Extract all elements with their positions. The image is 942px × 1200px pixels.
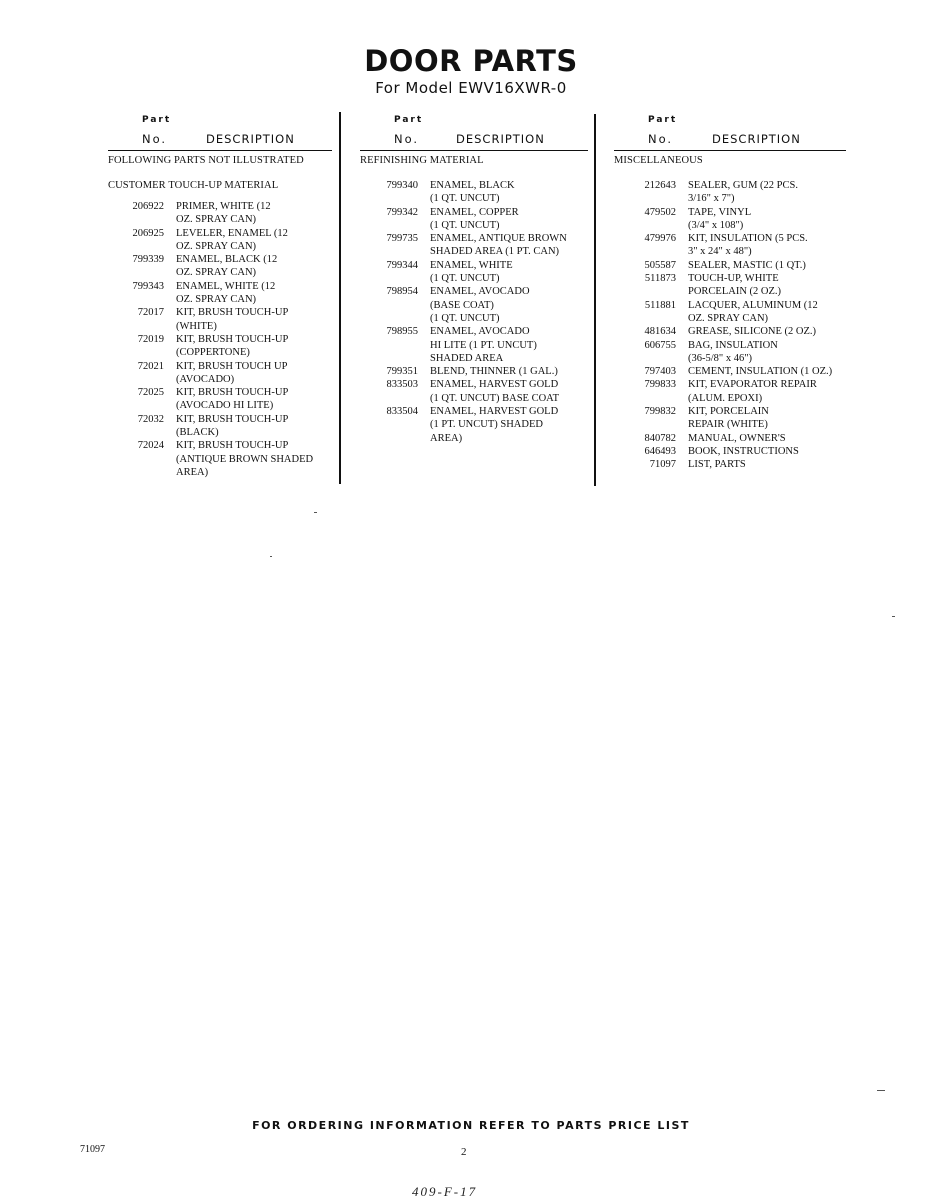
- model-subtitle: For Model EWV16XWR-0: [375, 79, 567, 97]
- part-description: [676, 458, 846, 471]
- column-header: [360, 112, 588, 151]
- part-row: [360, 325, 588, 365]
- description-line: ENAMEL, AVOCADO: [430, 286, 530, 298]
- description-line: ENAMEL, BLACK (12: [176, 254, 278, 266]
- column-header: [108, 112, 332, 151]
- part-number: 798955: [386, 326, 418, 338]
- part-row: [614, 378, 846, 405]
- page-number: 2: [461, 1146, 467, 1158]
- part-row: [360, 405, 588, 445]
- part-description: [164, 386, 332, 413]
- part-row: [360, 232, 588, 259]
- part-description: [418, 206, 588, 233]
- part-description: [418, 325, 588, 365]
- parts-list: [108, 200, 332, 479]
- part-label: Part: [648, 115, 678, 125]
- part-description: [676, 232, 846, 259]
- description-line: KIT, BRUSH TOUCH-UP: [176, 387, 289, 399]
- description-line: KIT, BRUSH TOUCH-UP: [176, 333, 289, 345]
- description-line: GREASE, SILICONE (2 OZ.): [688, 326, 817, 338]
- part-number: 606755: [644, 339, 676, 351]
- no-label: No.: [648, 132, 674, 146]
- ordering-note: FOR ORDERING INFORMATION REFER TO PARTS PRICE LIST: [252, 1119, 690, 1132]
- description-line: MANUAL, OWNER'S: [688, 432, 786, 444]
- column-divider: [594, 114, 596, 486]
- part-number: 511881: [644, 299, 676, 311]
- description-line: KIT, BRUSH TOUCH UP: [176, 360, 288, 372]
- description-line: SHADED AREA (1 PT. CAN): [430, 246, 560, 258]
- part-row: [108, 253, 332, 280]
- description-line: 3" x 24" x 48"): [688, 246, 752, 258]
- description-line: OZ. SPRAY CAN): [176, 240, 257, 252]
- part-description: [164, 280, 332, 307]
- description-line: AREA): [430, 432, 463, 444]
- scan-speck: [270, 556, 272, 557]
- part-number: 833503: [386, 379, 418, 391]
- description-line: OZ. SPRAY CAN): [176, 267, 257, 279]
- description-line: LEVELER, ENAMEL (12: [176, 227, 288, 239]
- description-line: KIT, INSULATION (5 PCS.: [688, 233, 808, 245]
- description-line: 3/16" x 7"): [688, 193, 735, 205]
- part-row: [108, 360, 332, 387]
- part-row: [614, 339, 846, 366]
- part-number: 799343: [132, 280, 164, 292]
- description-line: ENAMEL, AVOCADO: [430, 326, 530, 338]
- part-number: 799351: [386, 366, 418, 378]
- description-line: TAPE, VINYL: [688, 206, 752, 218]
- part-row: [614, 206, 846, 233]
- section-heading: MISCELLANEOUS: [614, 155, 703, 166]
- part-description: [164, 306, 332, 333]
- part-row: [108, 413, 332, 440]
- part-description: [676, 445, 846, 458]
- parts-column-2: [360, 112, 588, 445]
- description-line: ENAMEL, ANTIQUE BROWN: [430, 233, 567, 245]
- part-number: 511873: [644, 273, 676, 285]
- description-line: (AVOCADO): [176, 373, 235, 385]
- description-line: ENAMEL, HARVEST GOLD: [430, 379, 559, 391]
- description-line: (1 PT. UNCUT) SHADED: [430, 419, 543, 431]
- part-number: 833504: [386, 406, 418, 418]
- part-number: 799832: [644, 406, 676, 418]
- part-number: 72021: [137, 360, 164, 372]
- description-line: (COPPERTONE): [176, 347, 250, 359]
- part-description: [676, 272, 846, 299]
- description-line: (BASE COAT): [430, 299, 494, 311]
- description-line: KIT, PORCELAIN: [688, 406, 769, 418]
- description-line: (1 QT. UNCUT) BASE COAT: [430, 392, 560, 404]
- no-label: No.: [142, 132, 168, 146]
- part-number: 799344: [386, 259, 418, 271]
- description-line: KIT, BRUSH TOUCH-UP: [176, 413, 289, 425]
- description-line: (1 QT. UNCUT): [430, 312, 500, 324]
- parts-column-3: [614, 112, 846, 472]
- description-line: BOOK, INSTRUCTIONS: [688, 445, 799, 457]
- part-description: [164, 227, 332, 254]
- part-label: Part: [142, 115, 172, 125]
- part-description: [164, 200, 332, 227]
- description-line: (36-5/8" x 46"): [688, 352, 752, 364]
- part-description: [164, 253, 332, 280]
- description-line: (3/4" x 108"): [688, 219, 744, 231]
- description-line: (BLACK): [176, 427, 219, 439]
- description-label: DESCRIPTION: [206, 132, 295, 146]
- part-number: 206925: [132, 227, 164, 239]
- description-line: AREA): [176, 466, 209, 478]
- description-line: OZ. SPRAY CAN): [176, 214, 257, 226]
- part-number: 72025: [137, 387, 164, 399]
- part-description: [676, 365, 846, 378]
- part-row: [614, 365, 846, 378]
- handwritten-note: 409-F-17: [412, 1184, 478, 1199]
- part-description: [164, 360, 332, 387]
- part-row: [108, 227, 332, 254]
- description-line: REPAIR (WHITE): [688, 419, 768, 431]
- description-label: DESCRIPTION: [712, 132, 801, 146]
- part-row: [108, 439, 332, 479]
- part-number: 206922: [132, 201, 164, 212]
- part-row: [614, 179, 846, 206]
- part-description: [676, 339, 846, 366]
- description-line: ENAMEL, WHITE: [430, 259, 513, 271]
- part-row: [108, 386, 332, 413]
- part-description: [676, 206, 846, 233]
- description-line: (AVOCADO HI LITE): [176, 400, 274, 412]
- part-row: [614, 299, 846, 326]
- description-line: ENAMEL, COPPER: [430, 206, 519, 218]
- description-line: CEMENT, INSULATION (1 OZ.): [688, 366, 833, 378]
- part-row: [108, 200, 332, 227]
- description-line: KIT, BRUSH TOUCH-UP: [176, 307, 289, 319]
- part-row: [360, 365, 588, 378]
- section-heading: REFINISHING MATERIAL: [360, 155, 484, 166]
- part-description: [164, 333, 332, 360]
- description-label: DESCRIPTION: [456, 132, 545, 146]
- part-row: [360, 378, 588, 405]
- description-line: OZ. SPRAY CAN): [688, 312, 769, 324]
- part-description: [418, 405, 588, 445]
- part-number: 72024: [137, 440, 164, 452]
- scan-speck: [877, 1090, 885, 1091]
- part-number: 479502: [644, 206, 676, 218]
- scan-speck: [314, 512, 317, 513]
- part-description: [676, 378, 846, 405]
- description-line: LACQUER, ALUMINUM (12: [688, 299, 818, 311]
- description-line: PRIMER, WHITE (12: [176, 201, 271, 212]
- part-row: [614, 432, 846, 445]
- part-number: 646493: [644, 445, 676, 457]
- part-row: [614, 405, 846, 432]
- part-description: [676, 179, 846, 206]
- column-divider: [339, 112, 341, 484]
- part-row: [108, 306, 332, 333]
- subsection-heading: CUSTOMER TOUCH-UP MATERIAL: [108, 180, 279, 191]
- part-number: 72019: [137, 333, 164, 345]
- description-line: OZ. SPRAY CAN): [176, 294, 257, 306]
- part-number: 481634: [644, 326, 676, 338]
- scan-speck: [892, 616, 895, 617]
- part-description: [676, 432, 846, 445]
- part-description: [676, 259, 846, 272]
- description-line: (ANTIQUE BROWN SHADED: [176, 453, 314, 465]
- description-line: ENAMEL, WHITE (12: [176, 280, 276, 292]
- description-line: BAG, INSULATION: [688, 339, 778, 351]
- part-number: 799342: [386, 206, 418, 218]
- part-number: 212643: [644, 180, 676, 191]
- part-description: [418, 259, 588, 286]
- part-row: [614, 259, 846, 272]
- parts-list: [360, 179, 588, 445]
- part-description: [418, 378, 588, 405]
- document-code: 71097: [80, 1144, 105, 1155]
- part-row: [360, 179, 588, 206]
- description-line: SEALER, GUM (22 PCS.: [688, 180, 798, 191]
- part-description: [164, 413, 332, 440]
- description-line: (1 QT. UNCUT): [430, 219, 500, 231]
- part-row: [360, 285, 588, 325]
- description-line: TOUCH-UP, WHITE: [688, 273, 779, 285]
- description-line: SHADED AREA: [430, 352, 504, 364]
- part-label: Part: [394, 115, 424, 125]
- part-number: 71097: [649, 459, 676, 471]
- section-heading: FOLLOWING PARTS NOT ILLUSTRATED: [108, 155, 304, 166]
- part-number: 799339: [132, 254, 164, 266]
- part-number: 799735: [386, 233, 418, 245]
- part-row: [614, 232, 846, 259]
- part-row: [360, 259, 588, 286]
- description-line: KIT, BRUSH TOUCH-UP: [176, 440, 289, 452]
- part-description: [418, 179, 588, 206]
- description-line: (1 QT. UNCUT): [430, 193, 500, 205]
- part-description: [418, 285, 588, 325]
- part-row: [108, 333, 332, 360]
- part-number: 72032: [137, 413, 164, 425]
- part-description: [676, 405, 846, 432]
- description-line: LIST, PARTS: [688, 459, 746, 471]
- part-number: 505587: [644, 259, 676, 271]
- part-number: 799340: [386, 180, 418, 191]
- description-line: KIT, EVAPORATOR REPAIR: [688, 379, 817, 391]
- part-description: [164, 439, 332, 479]
- part-description: [676, 325, 846, 338]
- description-line: SEALER, MASTIC (1 QT.): [688, 259, 806, 271]
- part-description: [676, 299, 846, 326]
- parts-column-1: [108, 112, 332, 479]
- description-line: ENAMEL, HARVEST GOLD: [430, 406, 559, 418]
- no-label: No.: [394, 132, 420, 146]
- description-line: BLEND, THINNER (1 GAL.): [430, 366, 558, 378]
- part-row: [108, 280, 332, 307]
- description-line: ENAMEL, BLACK: [430, 180, 515, 191]
- part-number: 798954: [386, 286, 418, 298]
- part-row: [614, 458, 846, 471]
- part-number: 72017: [137, 307, 164, 319]
- part-row: [614, 272, 846, 299]
- part-description: [418, 365, 588, 378]
- description-line: PORCELAIN (2 OZ.): [688, 286, 782, 298]
- description-line: HI LITE (1 PT. UNCUT): [430, 339, 537, 351]
- part-number: 840782: [644, 432, 676, 444]
- part-number: 797403: [644, 366, 676, 378]
- parts-list: [614, 179, 846, 472]
- part-row: [360, 206, 588, 233]
- part-description: [418, 232, 588, 259]
- description-line: (ALUM. EPOXI): [688, 392, 763, 404]
- description-line: (WHITE): [176, 320, 217, 332]
- part-row: [614, 445, 846, 458]
- page-title: DOOR PARTS: [364, 44, 578, 78]
- part-number: 479976: [644, 233, 676, 245]
- part-row: [614, 325, 846, 338]
- description-line: (1 QT. UNCUT): [430, 273, 500, 285]
- part-number: 799833: [644, 379, 676, 391]
- column-header: [614, 112, 846, 151]
